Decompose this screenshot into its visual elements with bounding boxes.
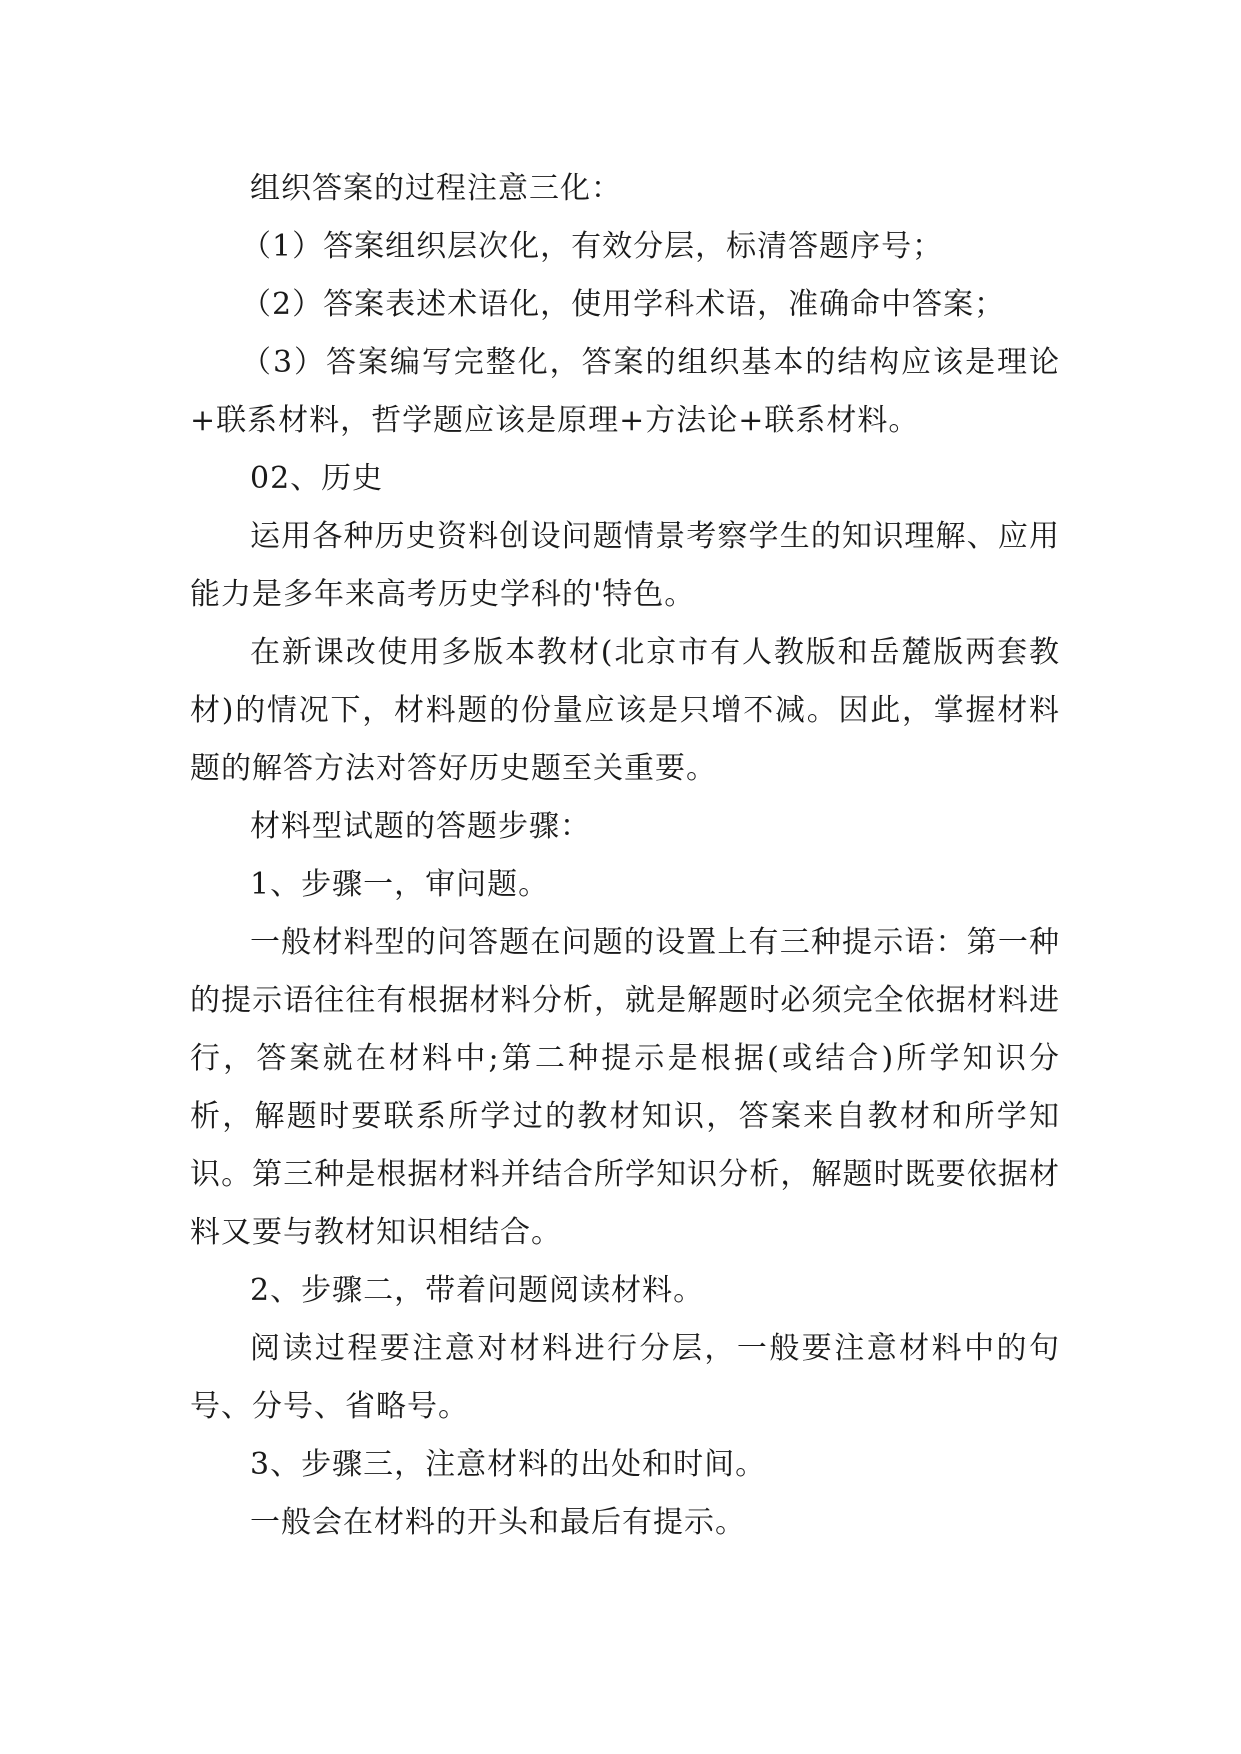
document-body [190, 160, 1060, 1552]
section-heading-history: 02、历史 [250, 461, 384, 496]
paragraph-principle-3: （3）答案编写完整化，答案的组织基本的结构应该是理论+联系材料，哲学题应该是原理+方法论+联系材料。 [190, 345, 1060, 438]
paragraph-step-3: 3、步骤三，注意材料的出处和时间。 [250, 1447, 767, 1482]
paragraph-new-curriculum: 在新课改使用多版本教材(北京市有人教版和岳麓版两套教材)的情况下，材料题的份量应该是只增不减。因此，掌握材料题的解答方法对答好历史题至关重要。 [190, 635, 1060, 786]
paragraph-step-1-detail: 一般材料型的问答题在问题的设置上有三种提示语：第一种的提示语往往有根据材料分析，就是解题时必须完全依据材料进行，答案就在材料中;第二种提示是根据(或结合)所学知识分析，解题时要联系所学过的教材知识，答案来自教材和所学知识。第三种是根据材料并结合所学知识分析，解题时既要依据材料又要与教材知识相结合。 [190, 925, 1060, 1250]
paragraph-step-2: 2、步骤二，带着问题阅读材料。 [250, 1273, 705, 1308]
paragraph-step-1: 1、步骤一，审问题。 [250, 867, 550, 902]
paragraph-step-3-detail: 一般会在材料的开头和最后有提示。 [250, 1505, 746, 1540]
paragraph-steps-heading: 材料型试题的答题步骤： [250, 809, 591, 844]
paragraph-history-intro: 运用各种历史资料创设问题情景考察学生的知识理解、应用能力是多年来高考历史学科的'特色。 [190, 519, 1060, 612]
paragraph-principle-2: （2）答案表述术语化，使用学科术语，准确命中答案； [241, 287, 1006, 322]
paragraph-principle-1: （1）答案组织层次化，有效分层，标清答题序号； [241, 229, 944, 264]
paragraph-step-2-detail: 阅读过程要注意对材料进行分层，一般要注意材料中的句号、分号、省略号。 [190, 1331, 1060, 1424]
paragraph-answer-three-principles: 组织答案的过程注意三化： [250, 171, 622, 206]
